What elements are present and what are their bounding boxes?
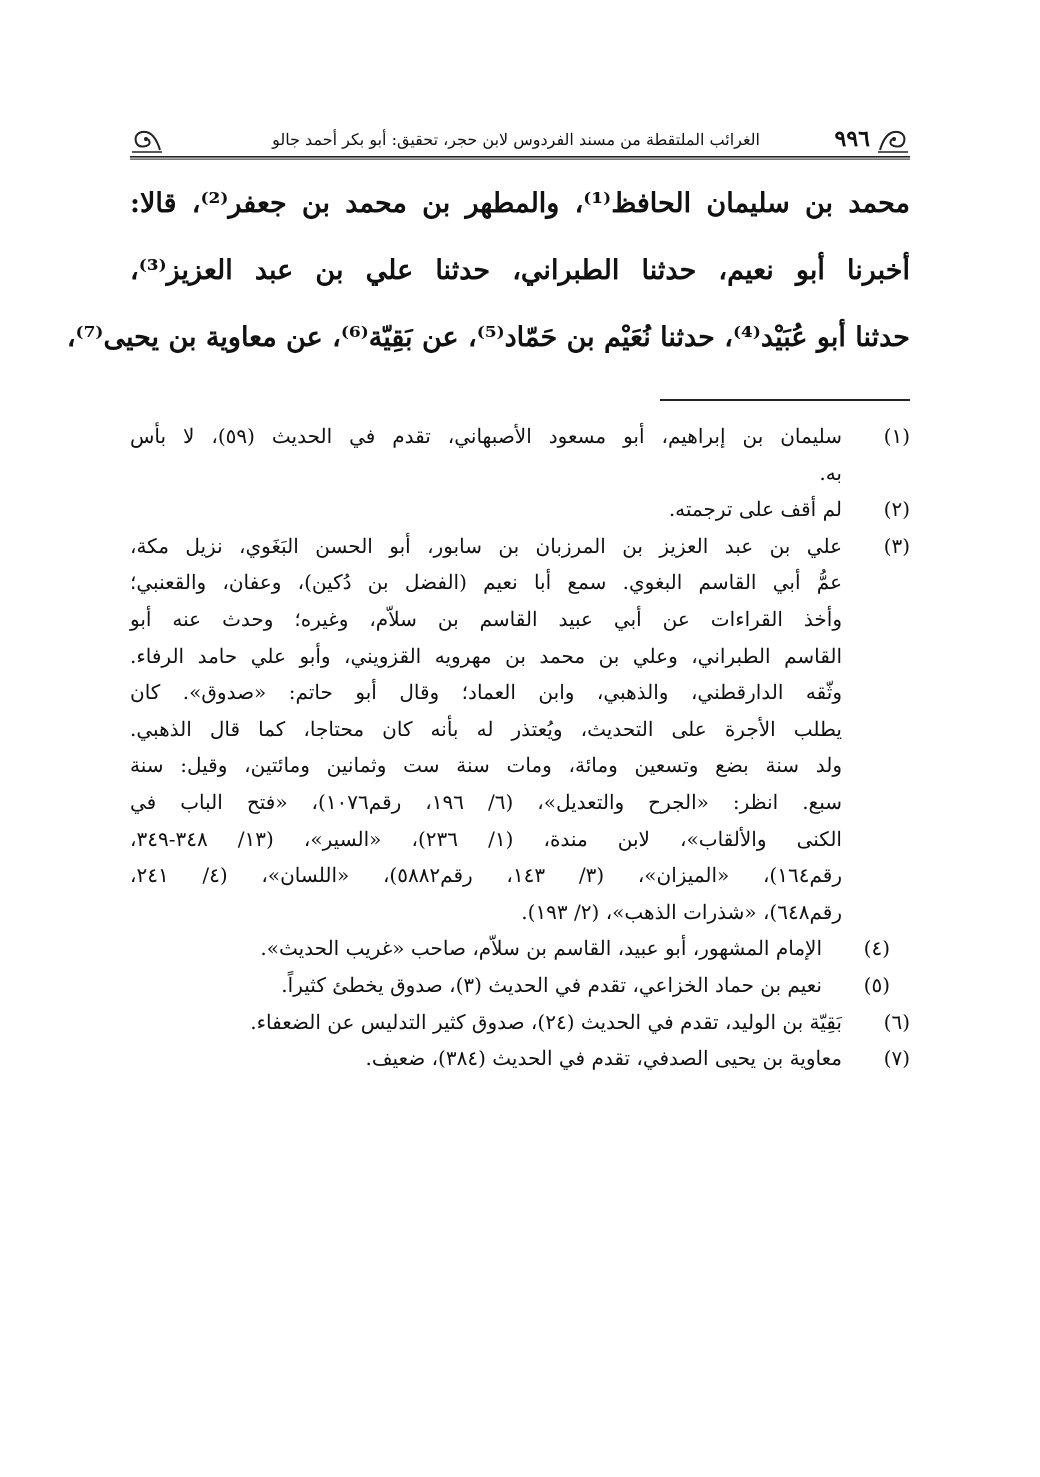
footnote [130,930,910,967]
footnote [130,967,910,1004]
running-title: الغرائب الملتقطة من مسند الفردوس لابن حجر، تحقيق: أبو بكر أحمد جالو [272,130,760,149]
footnotes [130,418,910,1077]
footnote-line: يطلب الأجرة على التحديث، ويُعتذر له بأنه كان محتاجا، كما قال الذهبي. [130,716,842,741]
footnote-number: (٧) [883,1046,910,1071]
footnote-line: الكنى والألقاب»، لابن مندة، (١/ ٢٣٦)، «السير»، (١٣/ ٣٤٨-٣٤٩، [130,826,842,851]
footnote-text [130,1004,842,1041]
footnote-number: (٣) [883,533,910,558]
footnote-line: به. [819,460,842,485]
footnote-number: (١) [883,424,910,448]
footnote-line: علي بن عبد العزيز بن المرزبان بن سابور، أبو الحسن البَغَوي، نزيل مكة، [130,533,842,558]
footnote [130,528,910,931]
footnote-text [130,967,822,1004]
footnote-text [130,491,842,528]
footnote-line: سبع. انظر: «الجرح والتعديل»، (٦/ ١٩٦، رقم١٠٧٦)، «فتح الباب في [130,789,842,814]
footnote-line: رقم١٦٤)، «الميزان»، (٣/ ١٤٣، رقم٥٨٨٢)، «اللسان»، (٤/ ٢٤١، [130,863,843,888]
header-rule [130,156,910,160]
footnote-line: وأخذ القراءات عن أبي عبيد القاسم بن سلاّم، وغيره؛ وحدث عنه أبو [130,606,842,631]
footnote-line: نعيم بن حماد الخزاعي، تقدم في الحديث (٣)، صدوق يخطئ كثيراً. [281,972,822,997]
main-text-line: أخبرنا أبو نعيم، حدثنا الطبراني، حدثنا علي بن عبد العزيز⁽³⁾، [130,255,910,286]
footnote-text [130,1040,842,1077]
ornament-icon [876,124,910,156]
footnote-line: ولد سنة بضع وتسعين ومائة، ومات سنة ست وثمانين ومائتين، وقيل: سنة [130,753,842,778]
footnote-number: (٥) [863,972,890,997]
page-number: ٩٩٦ [834,126,870,152]
footnote-line: لم أقف على ترجمته. [668,497,842,522]
footnote-line: الإمام المشهور، أبو عبيد، القاسم بن سلاّم، صاحب «غريب الحديث». [260,936,822,961]
footnote-text [130,528,842,931]
footnote-number: (٢) [883,497,910,522]
footnote-number: (٤) [863,936,890,961]
footnote-number: (٦) [883,1009,910,1034]
footnote [130,418,910,491]
footnote-line: بَقِيّة بن الوليد، تقدم في الحديث (٢٤)، صدوق كثير التدليس عن الضعفاء. [250,1009,842,1034]
footnote-line: وثّقه الدارقطني، والذهبي، وابن العماد؛ وقال أبو حاتم: «صدوق». كان [130,680,842,705]
footnote-text [130,930,822,967]
ornament-icon [130,124,164,156]
footnote-line: سليمان بن إبراهيم، أبو مسعود الأصبهاني، تقدم في الحديث (٥٩)، لا بأس [130,424,843,448]
footnote-line: القاسم الطبراني، وعلي بن محمد بن مهرويه القزويني، وأبو علي حامد الرفاء. [130,643,842,668]
footnote [130,491,910,528]
footnote-line: رقم٦٤٨)، «شذرات الذهب»، (٢/ ١٩٣). [521,899,842,924]
footnote [130,1040,910,1077]
main-text [66,170,910,371]
page-header [130,126,910,156]
footnote [130,1004,910,1041]
footnote-divider [660,399,910,401]
footnote-line: عمُّ أبي القاسم البغوي. سمع أبا نعيم (الفضل بن دُكين)، وعفان، والقعنبي؛ [130,570,842,595]
footnote-text [130,418,842,491]
footnote-line: معاوية بن يحيى الصدفي، تقدم في الحديث (٣٨٤)، ضعيف. [365,1046,842,1071]
main-text-line: محمد بن سليمان الحافظ⁽¹⁾، والمطهر بن محمد بن جعفر⁽²⁾، قالا: [130,188,910,219]
main-text-line: حدثنا أبو عُبَيْد⁽⁴⁾، حدثنا نُعَيْم بن حَمّاد⁽⁵⁾، عن بَقِيّة⁽⁶⁾، عن معاوية بن يحيى⁽⁷⁾، [66,322,910,353]
